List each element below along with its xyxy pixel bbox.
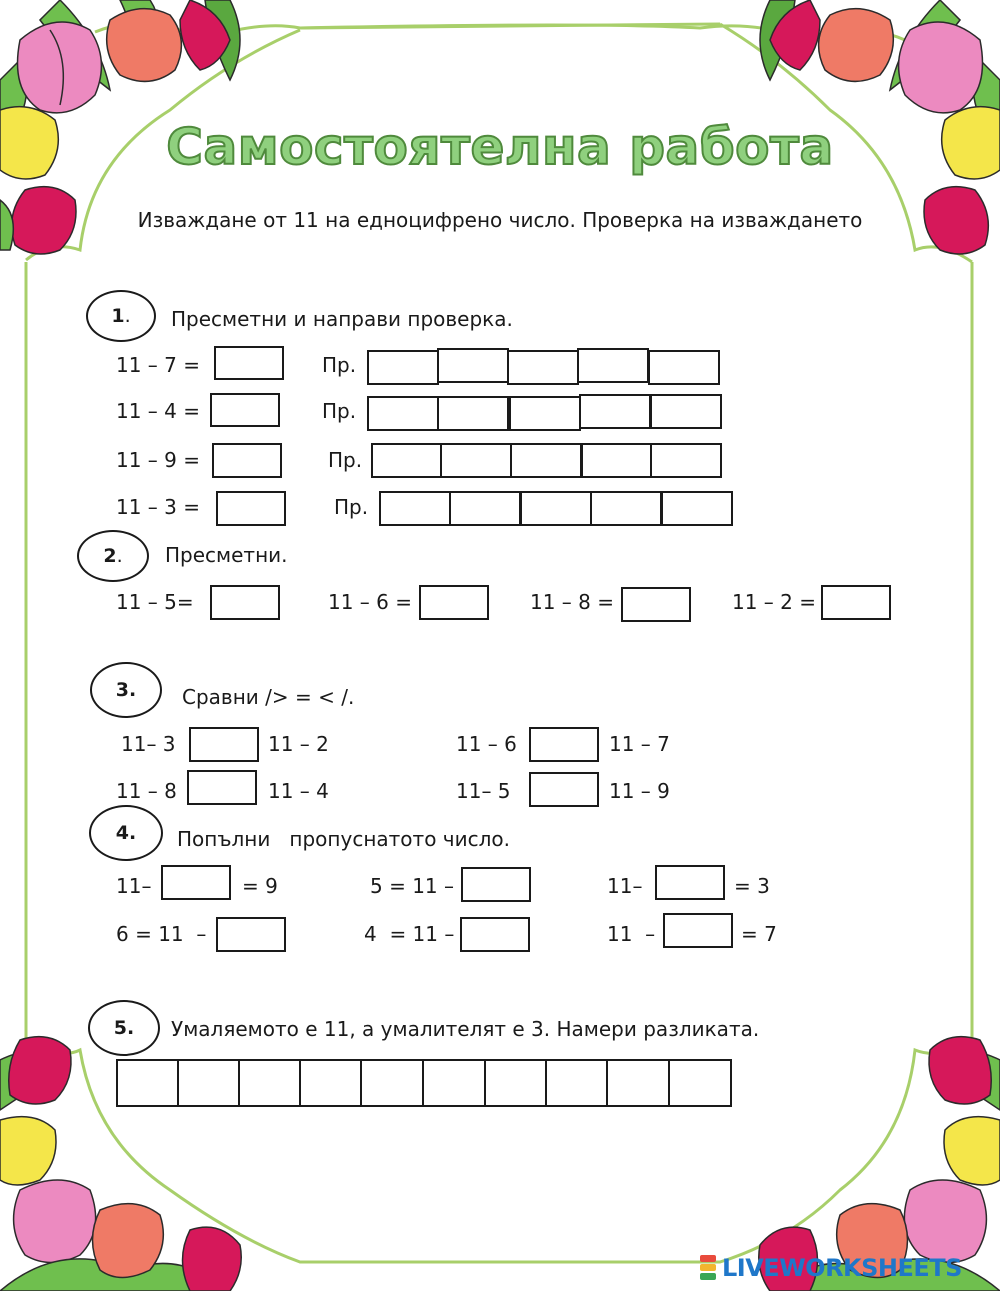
answer-cell[interactable]	[668, 1059, 732, 1107]
check-box[interactable]	[367, 350, 439, 385]
compare-box[interactable]	[187, 770, 257, 805]
check-box[interactable]	[371, 443, 443, 478]
task-4-number: 4.	[115, 821, 137, 844]
check-box[interactable]	[440, 443, 512, 478]
task-1-number: 1	[111, 304, 125, 327]
compare-left: 11– 3	[121, 732, 176, 756]
answer-cell[interactable]	[422, 1059, 486, 1107]
answer-box[interactable]	[212, 443, 282, 478]
task-5-instruction: Умаляемото е 11, а умалителят е 3. Намери разликата.	[171, 1017, 760, 1041]
answer-box[interactable]	[210, 585, 280, 620]
liveworksheets-logo[interactable]	[700, 1254, 962, 1282]
missing-number-box[interactable]	[663, 913, 733, 948]
task-1-expression: 11 – 7 =	[116, 353, 201, 377]
answer-cell[interactable]	[606, 1059, 670, 1107]
task-4-badge	[89, 805, 163, 861]
fill-expression: 5 = 11 –	[370, 874, 455, 898]
check-box[interactable]	[650, 443, 722, 478]
check-box[interactable]	[581, 443, 653, 478]
fill-expression: 11–	[607, 874, 643, 898]
missing-number-box[interactable]	[460, 917, 530, 952]
check-box[interactable]	[648, 350, 720, 385]
compare-box[interactable]	[529, 727, 599, 762]
compare-left: 11 – 8	[116, 779, 177, 803]
check-label: Пр.	[322, 353, 357, 377]
compare-right: 11 – 7	[609, 732, 670, 756]
task-2-expression: 11 – 8 =	[530, 590, 615, 614]
task-4-instruction: Попълни пропуснатото число.	[177, 827, 510, 851]
check-box[interactable]	[661, 491, 733, 526]
compare-right: 11 – 2	[268, 732, 329, 756]
fill-expression: 6 = 11 –	[116, 922, 207, 946]
task-3-number: 3.	[115, 678, 137, 701]
check-label: Пр.	[322, 399, 357, 423]
fill-expression: 11 –	[607, 922, 656, 946]
compare-left: 11– 5	[456, 779, 511, 803]
task-3-instruction: Сравни /> = < /.	[182, 685, 355, 709]
answer-cell[interactable]	[299, 1059, 362, 1107]
task-2-expression: 11 – 2 =	[732, 590, 817, 614]
answer-cell[interactable]	[545, 1059, 608, 1107]
fill-expression-result: = 3	[734, 874, 770, 898]
answer-cell[interactable]	[177, 1059, 240, 1107]
check-box[interactable]	[520, 491, 592, 526]
task-1-expression: 11 – 3 =	[116, 495, 201, 519]
check-box[interactable]	[650, 394, 722, 429]
check-box[interactable]	[510, 443, 582, 478]
missing-number-box[interactable]	[461, 867, 531, 902]
check-box[interactable]	[437, 396, 509, 431]
compare-box[interactable]	[189, 727, 259, 762]
check-label: Пр.	[328, 448, 363, 472]
task-2-expression: 11 – 6 =	[328, 590, 413, 614]
answer-cell[interactable]	[360, 1059, 424, 1107]
page-subtitle: Изваждане от 11 на едноцифрено число. Проверка на изваждането	[137, 208, 863, 232]
fill-expression: 4 = 11 –	[364, 922, 455, 946]
missing-number-box[interactable]	[655, 865, 725, 900]
task-3-badge	[90, 662, 162, 718]
check-box[interactable]	[509, 396, 581, 431]
answer-box[interactable]	[821, 585, 891, 620]
task-2-badge: 2 .	[77, 530, 149, 582]
answer-box[interactable]	[621, 587, 691, 622]
answer-box[interactable]	[210, 393, 280, 427]
check-label: Пр.	[334, 495, 369, 519]
task-5-badge	[88, 1000, 160, 1056]
missing-number-box[interactable]	[216, 917, 286, 952]
check-box[interactable]	[579, 394, 651, 429]
compare-right: 11 – 9	[609, 779, 670, 803]
fill-expression-result: = 9	[242, 874, 278, 898]
task-2-instruction: Пресметни.	[165, 543, 288, 567]
task-1-instruction: Пресметни и направи проверка.	[171, 307, 513, 331]
task-1-expression: 11 – 4 =	[116, 399, 201, 423]
answer-box[interactable]	[214, 346, 284, 380]
task-2-number: 2	[103, 544, 117, 567]
check-box[interactable]	[379, 491, 451, 526]
answer-box[interactable]	[216, 491, 286, 526]
task-2-expression: 11 – 5=	[116, 590, 194, 614]
task-1-expression: 11 – 9 =	[116, 448, 201, 472]
check-box[interactable]	[507, 350, 579, 385]
page-title: Самостоятелна работа	[166, 118, 834, 176]
check-box[interactable]	[437, 348, 509, 383]
task-1-badge: 1 .	[86, 290, 156, 342]
answer-box[interactable]	[419, 585, 489, 620]
task-5-number: 5.	[113, 1016, 135, 1039]
answer-cell[interactable]	[238, 1059, 301, 1107]
check-box[interactable]	[590, 491, 662, 526]
liveworksheets-icon	[700, 1255, 718, 1281]
liveworksheets-wordmark: LIVEWORKSHEETS	[722, 1254, 962, 1282]
answer-cell[interactable]	[484, 1059, 547, 1107]
compare-box[interactable]	[529, 772, 599, 807]
answer-cell[interactable]	[116, 1059, 179, 1107]
fill-expression: 11–	[116, 874, 152, 898]
compare-left: 11 – 6	[456, 732, 517, 756]
missing-number-box[interactable]	[161, 865, 231, 900]
check-box[interactable]	[577, 348, 649, 383]
check-box[interactable]	[449, 491, 521, 526]
compare-right: 11 – 4	[268, 779, 329, 803]
fill-expression-result: = 7	[741, 922, 777, 946]
check-box[interactable]	[367, 396, 439, 431]
